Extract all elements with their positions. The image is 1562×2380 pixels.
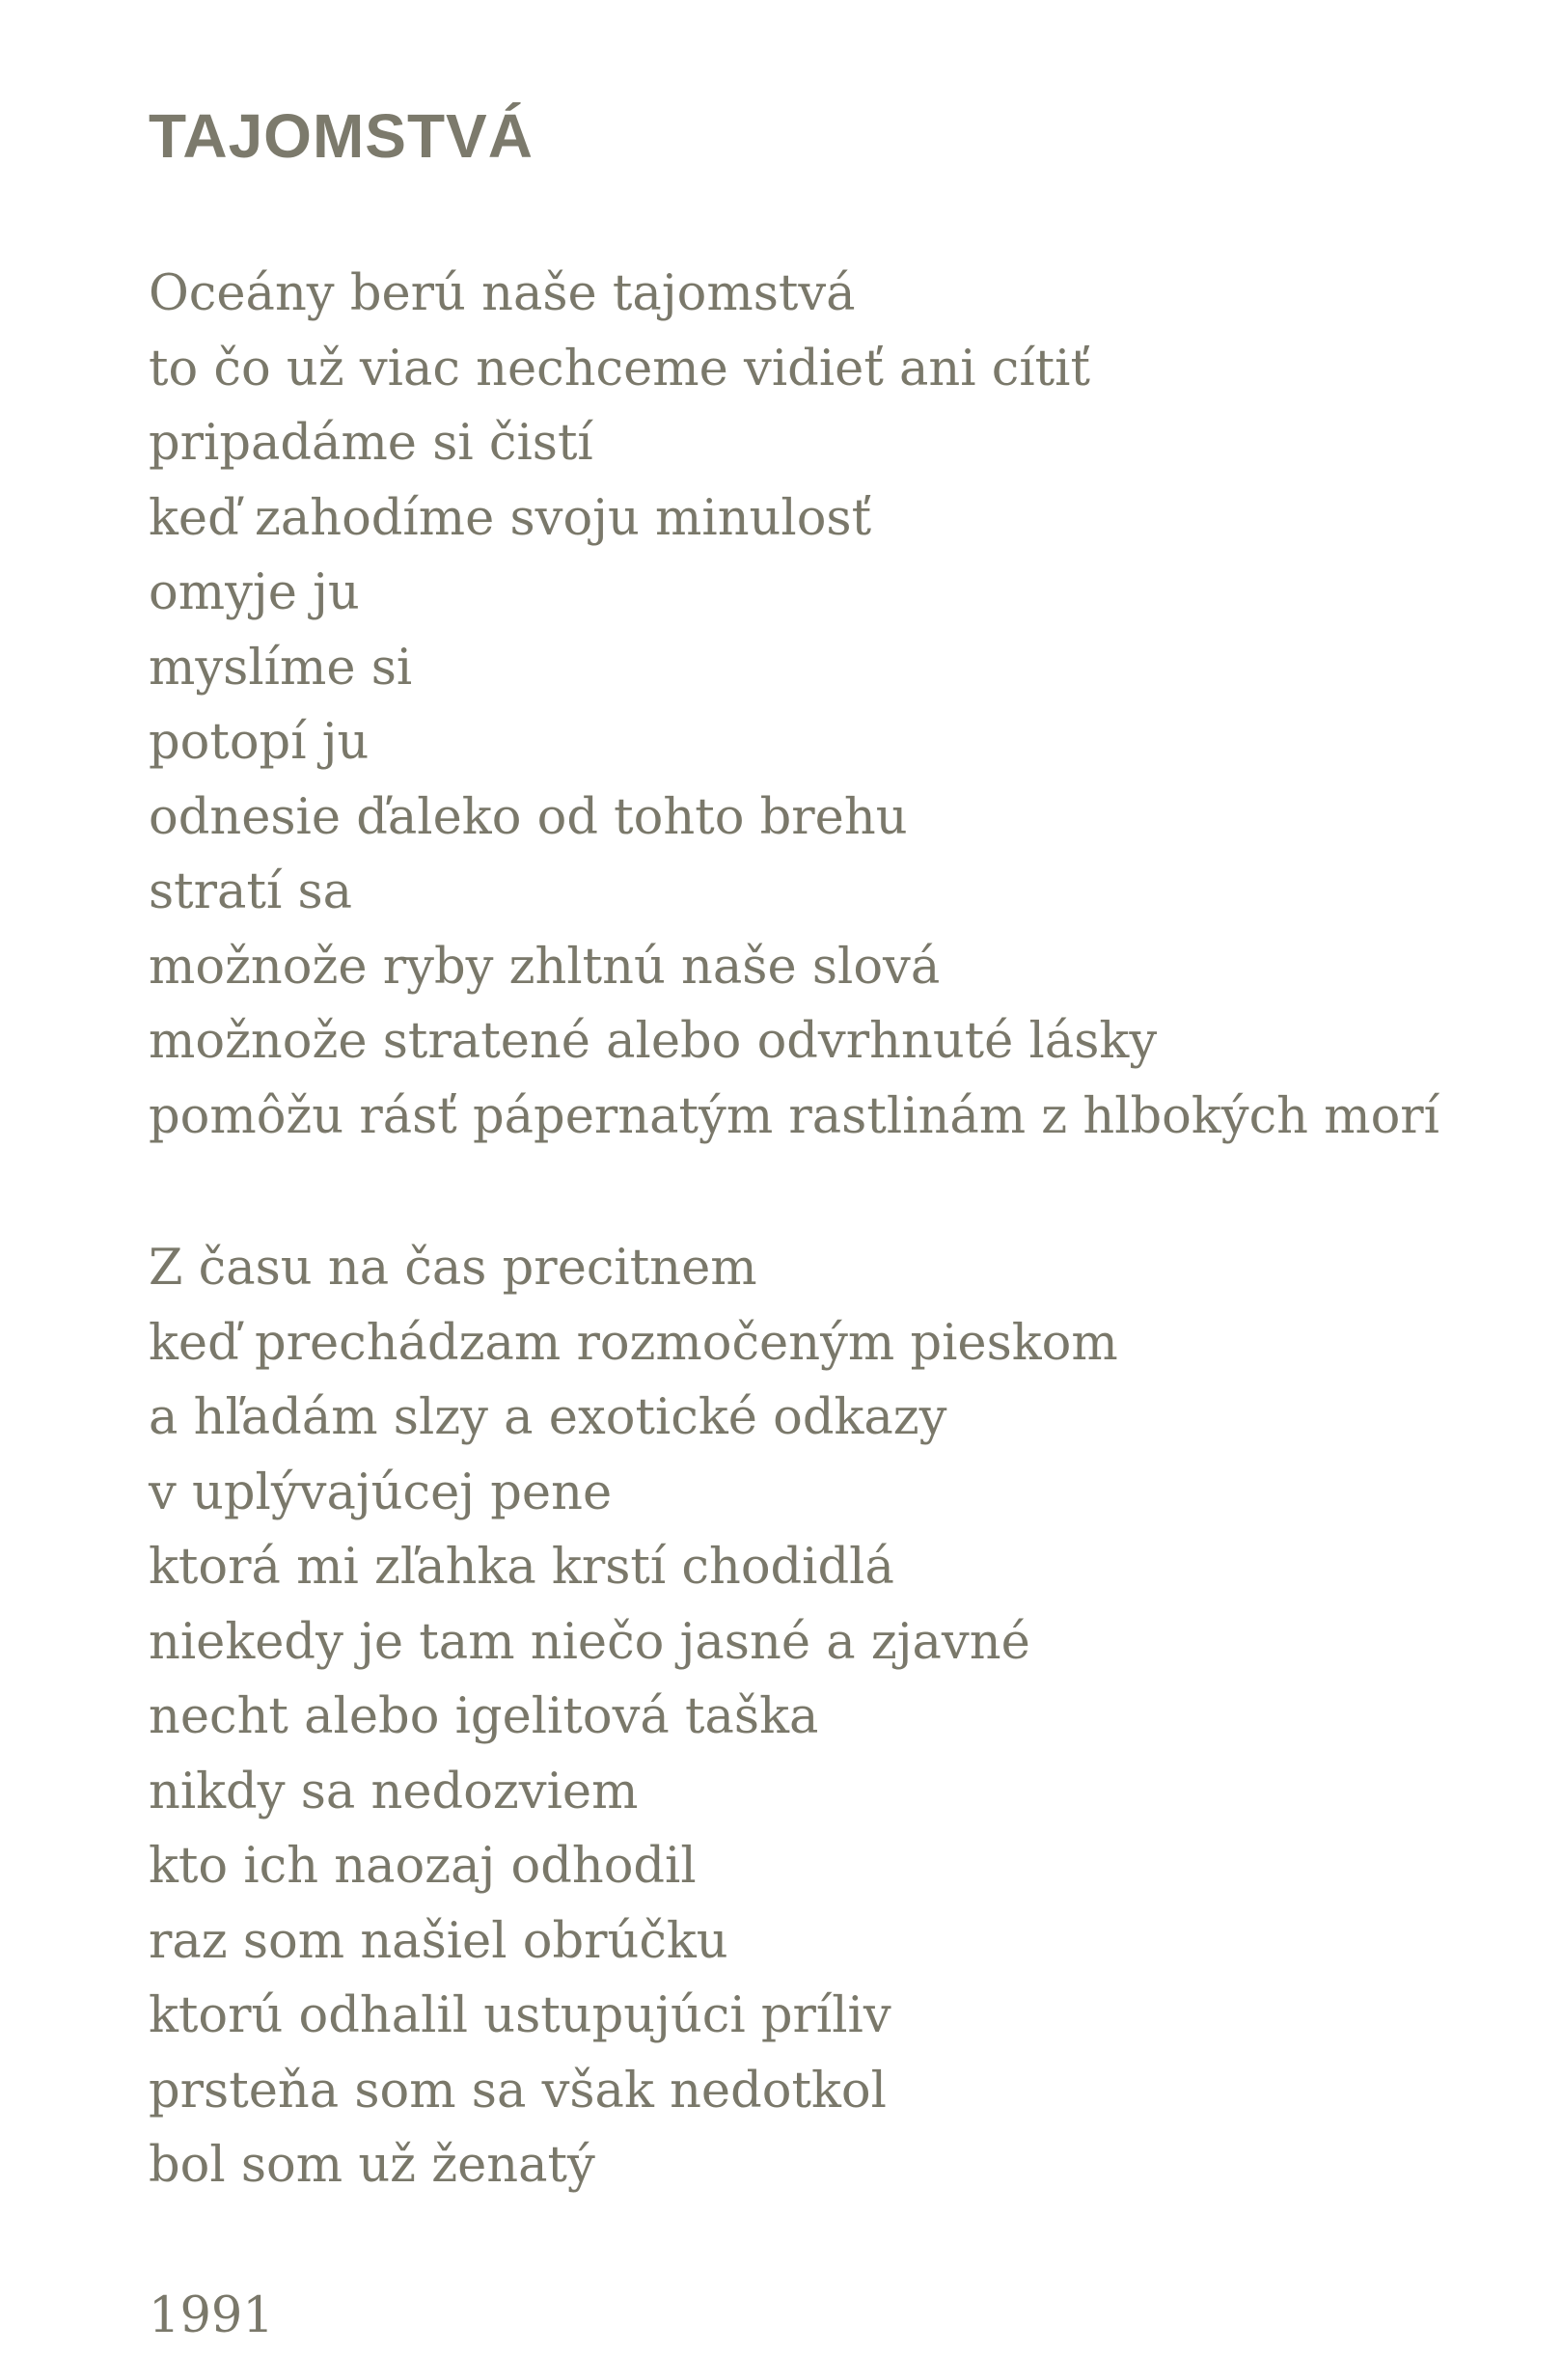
poem-line: ktorú odhalil ustupujúci príliv [149,1987,891,2044]
poem-line: možnože ryby zhltnú naše slová [149,938,941,996]
poem-line: kto ich naozaj odhodil [149,1838,697,1895]
poem-line: bol som už ženatý [149,2137,595,2194]
poem-line: keď prechádzam rozmočeným pieskom [149,1314,1118,1372]
poem-line: raz som našiel obrúčku [149,1912,728,1970]
poem-line: niekedy je tam niečo jasné a zjavné [149,1613,1030,1671]
poem-line: Z času na čas precitnem [149,1240,757,1297]
poem-line: pripadáme si čistí [149,415,593,472]
poem-year: 1991 [149,2287,274,2344]
poem-line: myslíme si [149,639,413,697]
poem-line: v uplývajúcej pene [149,1464,613,1521]
poem-line: možnože stratené alebo odvrhnuté lásky [149,1013,1158,1070]
stanza-2 [149,1231,1118,2203]
poem-line: omyje ju [149,564,360,621]
poem-line: necht alebo igelitová taška [149,1688,819,1745]
poem-line: pomôžu rásť pápernatým rastlinám z hlbokých morí [149,1087,1439,1145]
poem-line: odnesie ďaleko od tohto brehu [149,788,908,846]
poem-line: to čo už viac nechceme vidieť ani cítiť [149,340,1090,397]
poem-line: Oceány berú naše tajomstvá [149,265,856,322]
poem-line: a hľadám slzy a exotické odkazy [149,1389,947,1446]
poem-line: stratí sa [149,863,353,920]
poem-line: prsteňa som sa však nedotkol [149,2062,887,2120]
poem-title: TAJOMSTVÁ [149,101,534,171]
poem-line: ktorá mi zľahka krstí chodidlá [149,1539,894,1596]
poem-line: potopí ju [149,714,370,771]
stanza-1 [149,257,1439,1154]
poem-line: nikdy sa nedozviem [149,1763,639,1820]
poem-line: keď zahodíme svoju minulosť [149,489,872,547]
